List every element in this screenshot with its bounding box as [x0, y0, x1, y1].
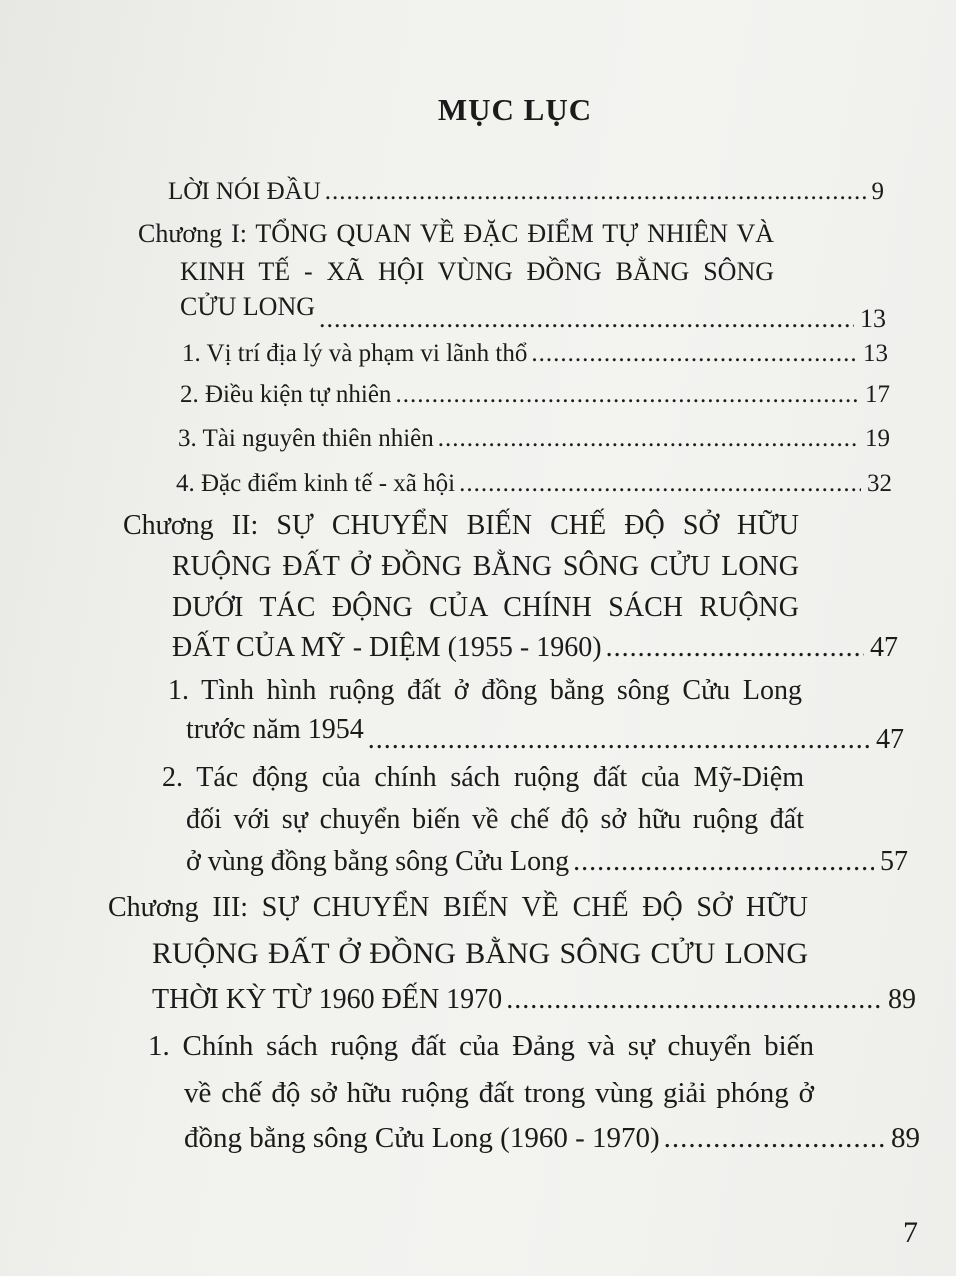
dot-leader [573, 846, 874, 878]
dot-leader [325, 178, 866, 206]
toc-section-line: 1. Tình hình ruộng đất ở đồng bằng sông Cửu Long [168, 675, 802, 706]
dot-leader [395, 381, 859, 409]
toc-section-line: 2. Tác động của chính sách ruộng đất của Mỹ-Diệm [162, 762, 804, 793]
toc-chapter-3-line-3 [152, 984, 916, 1016]
toc-page-number: 47 [876, 724, 904, 755]
toc-page-number: 57 [880, 846, 908, 877]
toc-chapter-2-line-2: RUỘNG ĐẤT Ở ĐỒNG BẰNG SÔNG CỬU LONG [172, 551, 799, 582]
page-title: MỤC LỤC [437, 92, 593, 127]
toc-page-number: 89 [888, 984, 916, 1015]
toc-chapter-3-line-2: RUỘNG ĐẤT Ở ĐỒNG BẰNG SÔNG CỬU LONG [152, 937, 808, 970]
toc-chapter-1-line-1: Chương I: TỔNG QUAN VỀ ĐẶC ĐIỂM TỰ NHIÊN VÀ [138, 219, 774, 248]
toc-section [186, 846, 908, 878]
toc-entry-text: ở vùng đồng bằng sông Cửu Long [186, 846, 570, 877]
toc-chapter-2-line-4 [172, 632, 898, 664]
toc-section [186, 714, 904, 755]
toc-page-number: 13 [860, 304, 886, 333]
toc-page-number: 89 [891, 1122, 920, 1154]
toc-chapter-1-line-2: KINH TẾ - XÃ HỘI VÙNG ĐỒNG BẰNG SÔNG [180, 257, 774, 286]
dot-leader [506, 984, 882, 1016]
toc-page-number: 17 [865, 381, 890, 408]
toc-chapter-2-line-3: DƯỚI TÁC ĐỘNG CỦA CHÍNH SÁCH RUỘNG [172, 592, 799, 623]
toc-entry-text: đồng bằng sông Cửu Long (1960 - 1970) [184, 1122, 660, 1154]
toc-section [180, 381, 890, 409]
toc-entry-text: THỜI KỲ TỪ 1960 ĐẾN 1970 [152, 984, 503, 1015]
toc-page-number: 32 [867, 470, 892, 497]
dot-leader [664, 1122, 885, 1155]
toc-page-number: 47 [870, 632, 898, 663]
toc-entry-text: ĐẤT CỦA MỸ - DIỆM (1955 - 1960) [172, 632, 602, 663]
toc-entry-text: 4. Đặc điểm kinh tế - xã hội [176, 470, 456, 497]
toc-chapter-2-line-1: Chương II: SỰ CHUYỂN BIẾN CHẾ ĐỘ SỞ HỮU [123, 510, 799, 541]
toc-entry-text: 2. Điều kiện tự nhiên [180, 381, 392, 408]
page-number: 7 [903, 1216, 918, 1249]
toc-chapter-1-line-3 [180, 292, 886, 333]
toc-section [184, 1122, 920, 1155]
toc-page-number: 13 [863, 340, 888, 367]
toc-section [178, 425, 890, 453]
dot-leader [368, 724, 870, 756]
toc-entry-text: LỜI NÓI ĐẦU [168, 178, 321, 205]
toc-page-number: 19 [865, 425, 890, 452]
dot-leader [438, 425, 859, 453]
dot-leader [606, 632, 864, 664]
dot-leader [459, 470, 861, 498]
toc-entry-text: CỬU LONG [180, 292, 316, 321]
dot-leader [319, 304, 854, 334]
toc-section-line: 1. Chính sách ruộng đất của Đảng và sự chuyển biến [148, 1030, 814, 1062]
dot-leader [531, 340, 857, 368]
toc-entry-text: 3. Tài nguyên thiên nhiên [178, 425, 434, 452]
toc-entry-text: trước năm 1954 [186, 714, 364, 745]
toc-section-line: đối với sự chuyển biến về chế độ sở hữu ruộng đất [186, 804, 804, 835]
toc-page-number: 9 [871, 178, 884, 205]
toc-entry-text: 1. Vị trí địa lý và phạm vi lãnh thổ [182, 340, 528, 367]
toc-section-line: về chế độ sở hữu ruộng đất trong vùng giải phóng ở [184, 1077, 814, 1109]
toc-entry-preface [168, 178, 884, 206]
toc-chapter-3-line-1: Chương III: SỰ CHUYỂN BIẾN VỀ CHẾ ĐỘ SỞ HỮU [108, 892, 808, 923]
toc-section [182, 340, 888, 368]
toc-section [176, 470, 892, 498]
